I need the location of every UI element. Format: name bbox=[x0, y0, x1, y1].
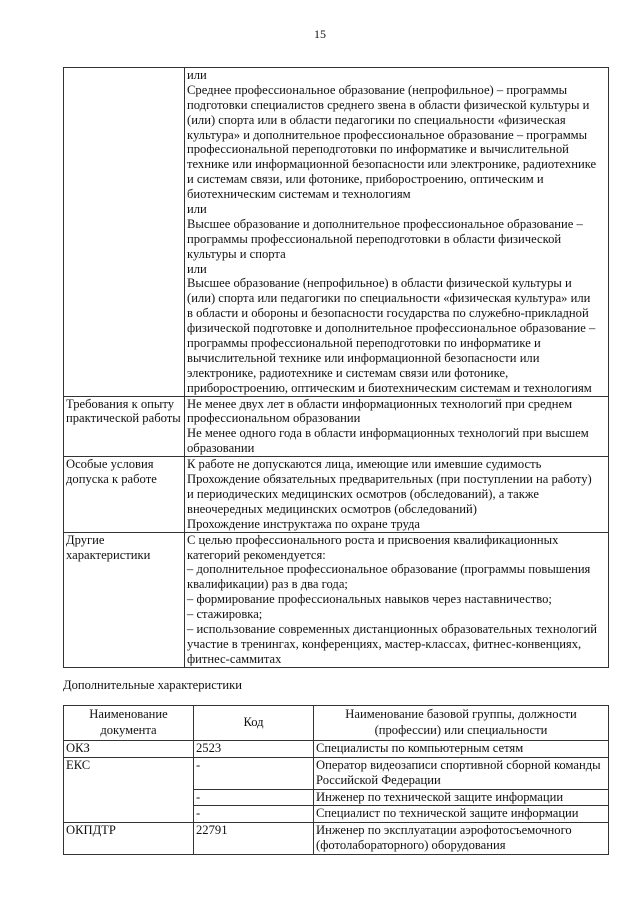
content-line: Прохождение обязательных предварительных (при поступлении на работу) bbox=[187, 472, 592, 487]
content-line: и периодических медицинских осмотров (обследований), а также bbox=[187, 486, 539, 501]
content-line: фитнес-саммитах bbox=[187, 651, 282, 666]
content-line: образовании bbox=[187, 441, 255, 456]
row-label-line: Другие bbox=[66, 532, 105, 547]
content-line: Не менее одного года в области информационных технологий при высшем bbox=[187, 426, 589, 441]
content-line: или bbox=[187, 68, 207, 82]
code-cell: 2523 bbox=[194, 741, 314, 758]
content-line: – дополнительное профессиональное образование (программы повышения bbox=[187, 562, 591, 577]
content-line: электронике, радиотехнике и системам связи или фотонике, bbox=[187, 365, 509, 380]
content-line: приборостроению, оптическим и биотехническим системам и технологиям bbox=[187, 380, 592, 395]
header-line: Наименование базовой группы, должности bbox=[345, 707, 577, 721]
code-cell: - bbox=[194, 757, 314, 789]
content-line: в области и обороны и безопасности государства по служебно-прикладной bbox=[187, 306, 589, 321]
row-content-cell bbox=[185, 68, 609, 397]
content-line: внеочередных медицинских осмотров (обследований) bbox=[187, 501, 477, 516]
content-line: или bbox=[187, 261, 207, 276]
document-cell: ЕКС bbox=[64, 757, 194, 822]
row-content-cell bbox=[185, 457, 609, 532]
header-line: Наименование bbox=[89, 707, 168, 721]
code-cell: 22791 bbox=[194, 822, 314, 854]
occupation-name-line: Инженер по эксплуатации аэрофотосъемочного bbox=[316, 822, 572, 837]
content-line: подготовки специалистов среднего звена в области физической культуры и bbox=[187, 97, 590, 112]
content-line: технике или информационной безопасности или электронике, радиотехнике bbox=[187, 157, 597, 172]
row-label-line: Особые условия bbox=[66, 457, 154, 472]
table-header-row bbox=[64, 706, 609, 741]
occupation-name-line: Специалист по технической защите информации bbox=[316, 806, 579, 820]
table-row bbox=[64, 532, 609, 667]
document-cell: ОКЗ bbox=[64, 741, 194, 758]
content-line: Высшее образование и дополнительное профессиональное образование – bbox=[187, 216, 583, 231]
occupation-name-line: (фотолабораторного) оборудования bbox=[316, 838, 506, 852]
code-cell: - bbox=[194, 806, 314, 823]
content-line: – стажировка; bbox=[187, 607, 263, 622]
page-number: 15 bbox=[314, 27, 326, 41]
content-line: (или) спорта или в области педагогики по специальности «физическая bbox=[187, 112, 566, 127]
row-label-line: практической работы bbox=[66, 411, 181, 426]
content-line: участие в тренингах, конференциях, мастер-классах, фитнес-конвенциях, bbox=[187, 636, 582, 651]
row-label-line: характеристики bbox=[66, 547, 151, 562]
row-label-cell bbox=[64, 532, 185, 667]
content-line: Не менее двух лет в области информационных технологий при среднем bbox=[187, 396, 573, 411]
table-row bbox=[64, 822, 609, 854]
header-code bbox=[194, 706, 314, 741]
content-line: Прохождение инструктажа по охране труда bbox=[187, 516, 421, 531]
content-line: – формирование профессиональных навыков через наставничество; bbox=[187, 592, 552, 607]
content-line: К работе не допускаются лица, имеющие или имевшие судимость bbox=[187, 457, 542, 472]
row-content-cell bbox=[185, 396, 609, 457]
content-line: физической подготовке и дополнительное профессиональное образование – bbox=[187, 321, 596, 336]
document-cell: ОКПДТР bbox=[64, 822, 194, 854]
occupation-name-cell bbox=[314, 757, 609, 789]
content-line: профессиональной переподготовки по информатике и вычислительной bbox=[187, 142, 569, 157]
content-line: (или) спорта или педагогики по специальности «физическая культура» или bbox=[187, 291, 591, 306]
content-line: и системам связи, или фотонике, приборостроению, оптическим и bbox=[187, 172, 544, 187]
occupation-name-cell bbox=[314, 806, 609, 823]
qualification-table bbox=[63, 67, 609, 668]
additional-characteristics-table bbox=[63, 705, 609, 855]
content-line: программы профессиональной переподготовки в области физической bbox=[187, 231, 562, 246]
table-row bbox=[64, 396, 609, 457]
header-document bbox=[64, 706, 194, 741]
code-cell: - bbox=[194, 789, 314, 806]
content-line: биотехническим системам и технологиям bbox=[187, 187, 411, 202]
content-line: – использование современных дистанционных образовательных технологий bbox=[187, 621, 597, 636]
content-line: культура» и дополнительное профессиональное образование – программы bbox=[187, 127, 588, 142]
table-row bbox=[64, 457, 609, 532]
row-content-cell bbox=[185, 532, 609, 667]
occupation-name-line: Инженер по технической защите информации bbox=[316, 789, 564, 804]
content-line: профессиональном образовании bbox=[187, 411, 361, 426]
row-label-cell bbox=[64, 396, 185, 457]
table-row bbox=[64, 757, 609, 789]
content-line: Среднее профессиональное образование (непрофильное) – программы bbox=[187, 82, 568, 97]
table-row bbox=[64, 68, 609, 397]
content-line: вычислительной технике или информационной безопасности или bbox=[187, 350, 540, 365]
content-line: программы профессиональной переподготовки по информатике и bbox=[187, 336, 541, 351]
section-title: Дополнительные характеристики bbox=[63, 678, 242, 692]
content-line: культуры и спорта bbox=[187, 246, 286, 261]
row-label-line: Требования к опыту bbox=[66, 396, 174, 411]
content-line: или bbox=[187, 202, 207, 217]
occupation-name-cell bbox=[314, 741, 609, 758]
occupation-name-cell bbox=[314, 789, 609, 806]
content-line: Высшее образование (непрофильное) в области физической культуры и bbox=[187, 276, 572, 291]
content-line: категорий рекомендуется: bbox=[187, 547, 326, 562]
row-label-cell bbox=[64, 457, 185, 532]
occupation-name-line: Оператор видеозаписи спортивной сборной команды bbox=[316, 757, 601, 772]
table-row bbox=[64, 741, 609, 758]
header-line: документа bbox=[100, 722, 157, 737]
header-line: (профессии) или специальности bbox=[374, 722, 548, 737]
content-line: квалификации) раз в два года; bbox=[187, 577, 348, 592]
row-label-cell bbox=[64, 68, 185, 397]
row-label-line: допуска к работе bbox=[66, 472, 157, 487]
occupation-name-cell bbox=[314, 822, 609, 854]
content-line: С целью профессионального роста и присвоения квалификационных bbox=[187, 532, 559, 547]
occupation-name-line: Российской Федерации bbox=[316, 773, 441, 787]
header-name bbox=[314, 706, 609, 741]
header-line: Код bbox=[243, 714, 264, 729]
occupation-name-line: Специалисты по компьютерным сетям bbox=[316, 741, 524, 755]
